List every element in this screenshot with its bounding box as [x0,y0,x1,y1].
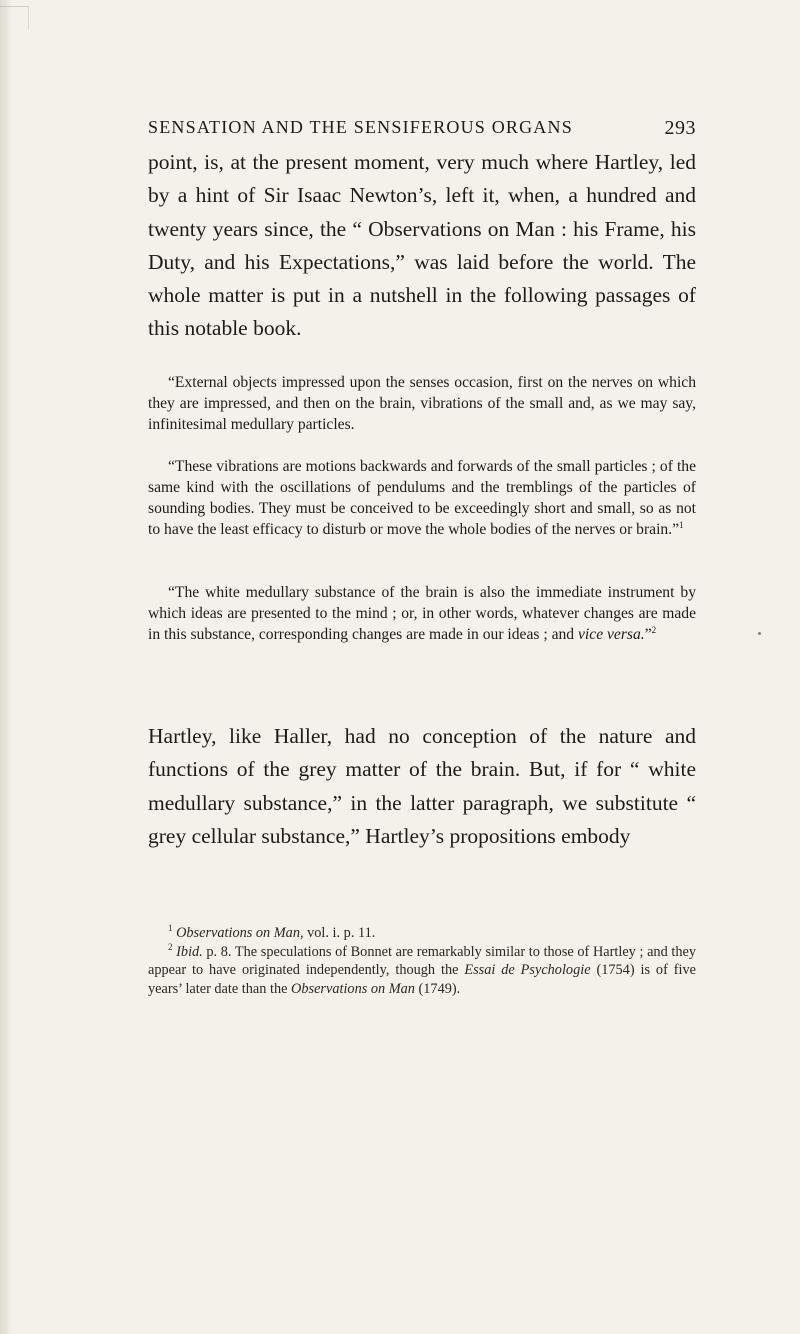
footnote-2-part2: (1754) is of five years’ later date than the [148,962,696,997]
page-number: 293 [664,117,696,139]
quotation-2-text: “These vibrations are motions backwards and forwards of the small particles ; of the same kind with the oscillations of pendulums and the tremblings of the particles of sounding bodies. They must be conceived to be exceedingly short and small, so as not to have the least efficacy to disturb or move the whole bodies of the nerves or brain.” [148,458,696,539]
page-edge-shadow [0,0,12,1334]
footnote-2-observations-title: Observations on Man [291,980,415,997]
quotation-3-italic: vice versa. [578,626,645,644]
footnote-1-title: Observations on Man, [176,925,304,941]
footnote-2-ibid: Ibid. [176,943,203,960]
footnote-2-essai-title: Essai de Psychologie [464,962,591,978]
footnote-2-part3: (1749). [414,980,461,997]
stray-ink-dot [758,632,761,635]
footnotes [148,924,696,998]
footnote-1 [148,924,696,943]
quotation-3-text: “The white medullary substance of the brain is also the immediate instrument by which ideas are presented to the mind ; or, in other words, whatever changes are made in this substance, corresponding changes are made in our ideas ; and [148,584,696,644]
footnote-2-mark: 2 [168,941,173,952]
body-paragraph-1: point, is, at the present moment, very much where Hartley, led by a hint of Sir Isaac Newton’s, left it, when, a hundred and twenty years since, the “ Observations on Man : his Frame, his Duty, and his Expectations,” was laid before the world. The whole matter is put in a nutshell in the following passages of this notable book. [148,150,696,341]
quotation-2 [148,456,696,540]
footnote-1-mark: 1 [168,923,173,934]
footnote-2 [148,943,696,999]
footnote-2-part1: p. 8. The speculations of Bonnet are remarkably similar to those of Hartley ; and they appear to have originated independently, though the [148,943,696,978]
page-corner-mark [0,6,29,29]
footnote-1-rest: vol. i. p. 11. [303,925,376,941]
quotation-1: “External objects impressed upon the senses occasion, first on the nerves on which they are impressed, and then on the brain, vibrations of the small and, as we may say, infinitesimal medullary particles. [148,374,696,434]
running-head: SENSATION AND THE SENSIFEROUS ORGANS [148,117,573,137]
footnote-ref-1: 1 [679,520,684,531]
quotation-3 [148,582,696,645]
body-paragraph-2: Hartley, like Haller, had no conception of the nature and functions of the grey matter of the brain. But, if for “ white medullary substance,” in the latter paragraph, we substitute “ grey cellular substance,” Hartley’s propositions embody [148,724,696,848]
footnote-ref-2: 2 [651,625,657,635]
quotation-3-close: ” [644,626,652,644]
page-header [148,117,696,143]
